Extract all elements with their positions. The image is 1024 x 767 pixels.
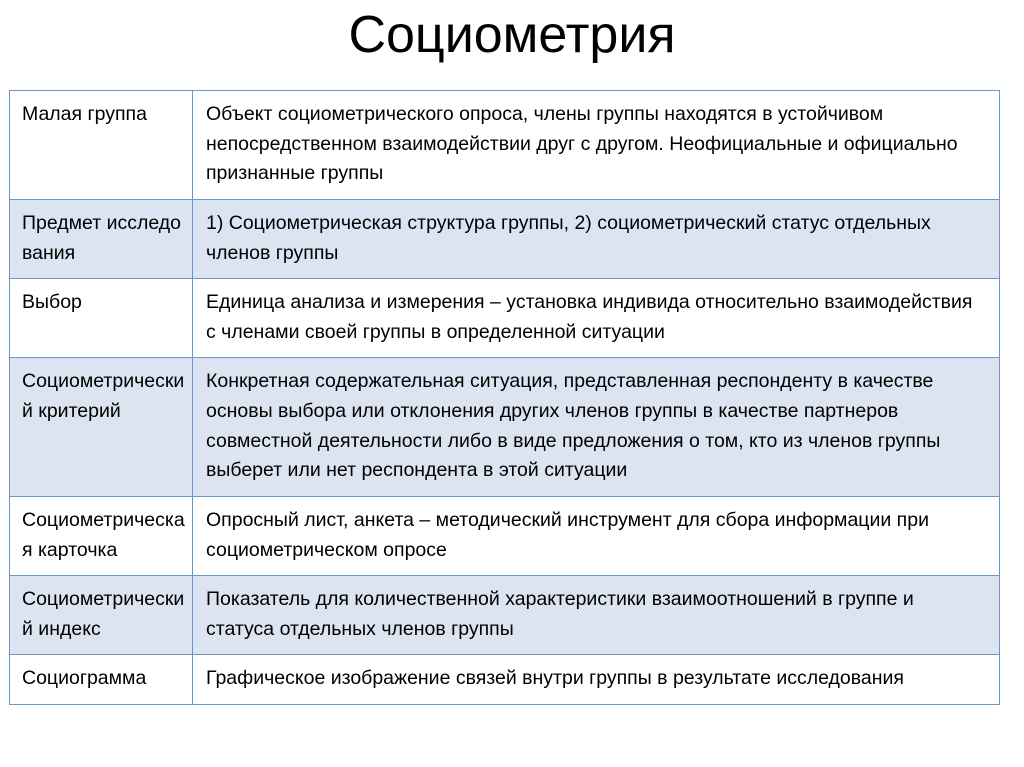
page-title: Социометрия (348, 6, 676, 64)
term-cell: Предмет исследования (10, 199, 193, 278)
table-row (10, 496, 1000, 575)
term-cell: Малая группа (10, 91, 193, 200)
table-row (10, 358, 1000, 497)
term-cell: Социометрический критерий (10, 358, 193, 497)
sociometry-table (9, 90, 1000, 705)
definition-cell: Показатель для количественной характеристики взаимоотношений в группе и статуса отдельных членов группы (193, 576, 1000, 655)
table-row (10, 576, 1000, 655)
definition-cell: Графическое изображение связей внутри группы в результате исследования (193, 655, 1000, 705)
table-row (10, 655, 1000, 705)
definition-cell: Опросный лист, анкета – методический инструмент для сбора информации при социометрическом опросе (193, 496, 1000, 575)
table-row (10, 91, 1000, 200)
term-cell: Социограмма (10, 655, 193, 705)
sociometry-table-container (9, 90, 999, 705)
definition-cell: Единица анализа и измерения – установка индивида относительно взаимодействия с членами своей группы в определенной ситуации (193, 279, 1000, 358)
term-cell: Социометрическая карточка (10, 496, 193, 575)
table-body (10, 91, 1000, 705)
definition-cell: Объект социометрического опроса, члены группы находятся в устойчивом непосредственном взаимодействии друг с другом. Неофициальные и официально признанные группы (193, 91, 1000, 200)
term-cell: Выбор (10, 279, 193, 358)
definition-cell: Конкретная содержательная ситуация, представленная респонденту в качестве основы выбора или отклонения других членов группы в качестве партнеров совместной деятельности либо в виде предложения о том, кто из членов группы выберет или нет респондента в этой ситуации (193, 358, 1000, 497)
definition-cell: 1) Социометрическая структура группы, 2) социометрический статус отдельных членов группы (193, 199, 1000, 278)
table-row (10, 279, 1000, 358)
term-cell: Социометрический индекс (10, 576, 193, 655)
table-row (10, 199, 1000, 278)
